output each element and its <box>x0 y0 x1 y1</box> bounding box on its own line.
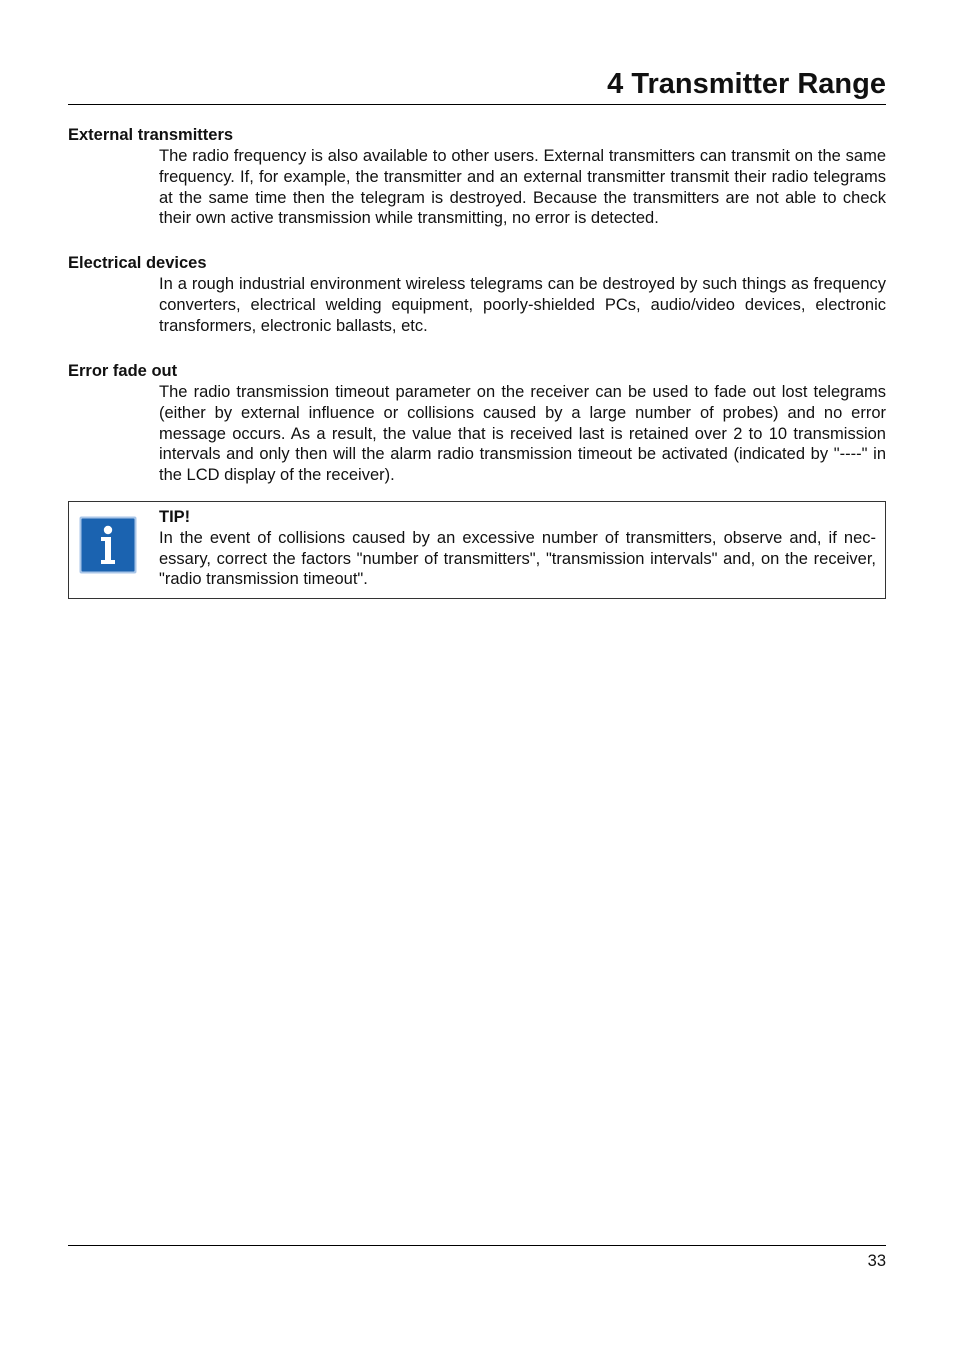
section-body: In a rough industrial environment wireless telegrams can be destroyed by such things as frequency converters, electrical welding equipment, poorly-shielded PCs, audio/video devices, electronic transformers, electronic ballasts, etc. <box>159 275 886 335</box>
section-body: The radio frequency is also available to other users. External transmitters can transmit on the same frequency. If, for example, the transmitter and an external transmitter transmit their radio telegrams at the same time then the telegram is destroyed. Because the transmitters are not able to check their own active transmission while transmitting, no error is detected. <box>159 147 886 228</box>
section-heading: External transmitters <box>68 126 234 144</box>
header-divider <box>68 104 886 105</box>
section-electrical-devices <box>68 252 886 336</box>
section-external-transmitters <box>68 124 886 229</box>
section-body: The radio transmission timeout parameter on the receiver can be used to fade out lost telegrams (either by external influence or collisions caused by a large number of probes) and no error message occurs. As a result, the value that is received last is retained over 2 to 10 transmission intervals and only then will the alarm radio transmission timeout be activated (indicated by "----" in the LCD display of the receiver). <box>159 383 886 484</box>
section-error-fade-out <box>68 360 886 486</box>
tip-body: In the event of collisions caused by an excessive number of transmitters, observe and, if necessary, correct the factors "number of transmitters", "transmission intervals" and, on the receiver, "radio transmission timeout". <box>159 528 876 589</box>
footer-divider <box>68 1245 886 1246</box>
section-heading: Electrical devices <box>68 254 207 272</box>
page-title: 4 Transmitter Range <box>607 68 886 100</box>
tip-heading: TIP! <box>159 508 191 526</box>
info-icon <box>79 516 137 574</box>
tip-box <box>68 501 886 599</box>
section-heading: Error fade out <box>68 362 178 380</box>
page-number: 33 <box>867 1252 886 1270</box>
